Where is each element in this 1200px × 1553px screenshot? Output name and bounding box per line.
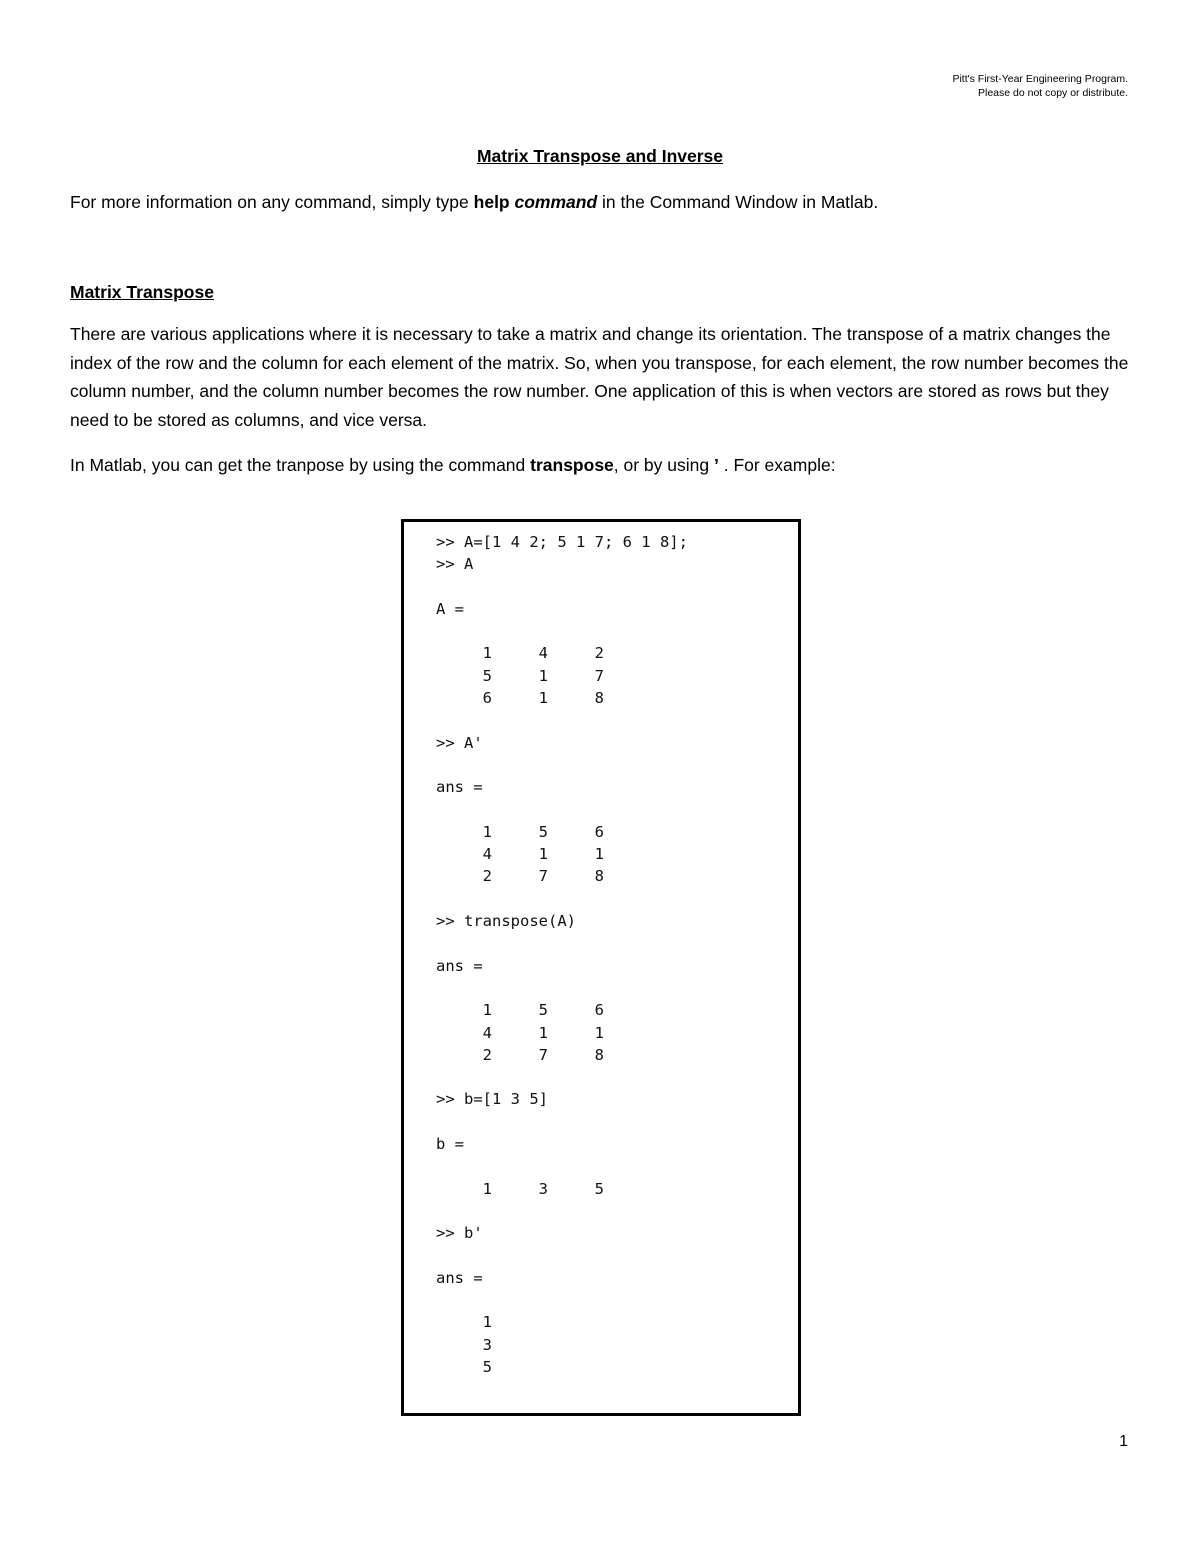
intro-after: in the Command Window in Matlab.	[597, 192, 879, 212]
console-text: >> A=[1 4 2; 5 1 7; 6 1 8]; >> A A = 1 4 2 5 1 7 6 1 8 >> A' ans = 1 5 6 4 1 1 2 7 8 >> transpose(A) ans = 1 5 6 4 1 1 2 7 8 >> b=[1 3 5] b = 1 3 5 >> b' ans = 1 3 5	[436, 533, 688, 1376]
p2-apostrophe-keyword: ’	[713, 455, 719, 475]
paragraph-transpose-command	[70, 451, 1140, 480]
paragraph-transpose-intro: There are various applications where it is necessary to take a matrix and change its orientation. The transpose of a matrix changes the index of the row and the column for each element of the matrix. So, when you transpose, for each element, the row number becomes the column number, and the column number becomes the row number. One application of this is when vectors are stored as rows but they need to be stored as columns, and vice versa.	[70, 324, 1129, 430]
p2-middle: , or by using	[613, 455, 714, 475]
matlab-console-example	[401, 519, 801, 1416]
intro-before: For more information on any command, simply type	[70, 192, 474, 212]
header-line-2: Please do not copy or distribute.	[977, 87, 1128, 99]
section-heading	[70, 278, 1140, 307]
header-line-1: Pitt's First-Year Engineering Program.	[952, 73, 1128, 85]
intro-paragraph	[70, 188, 1140, 217]
intro-help-keyword: help	[473, 192, 510, 212]
page-title	[0, 146, 1200, 167]
page-number: 1	[1119, 1433, 1128, 1450]
header-note	[952, 72, 1128, 100]
intro-command-keyword: command	[514, 192, 598, 212]
page-title-text: Matrix Transpose and Inverse	[476, 146, 724, 166]
p2-after: . For example:	[718, 455, 836, 475]
p2-transpose-keyword: transpose	[530, 455, 614, 475]
p2-before: In Matlab, you can get the tranpose by using the command	[70, 455, 531, 475]
section-heading-text: Matrix Transpose	[70, 282, 214, 302]
